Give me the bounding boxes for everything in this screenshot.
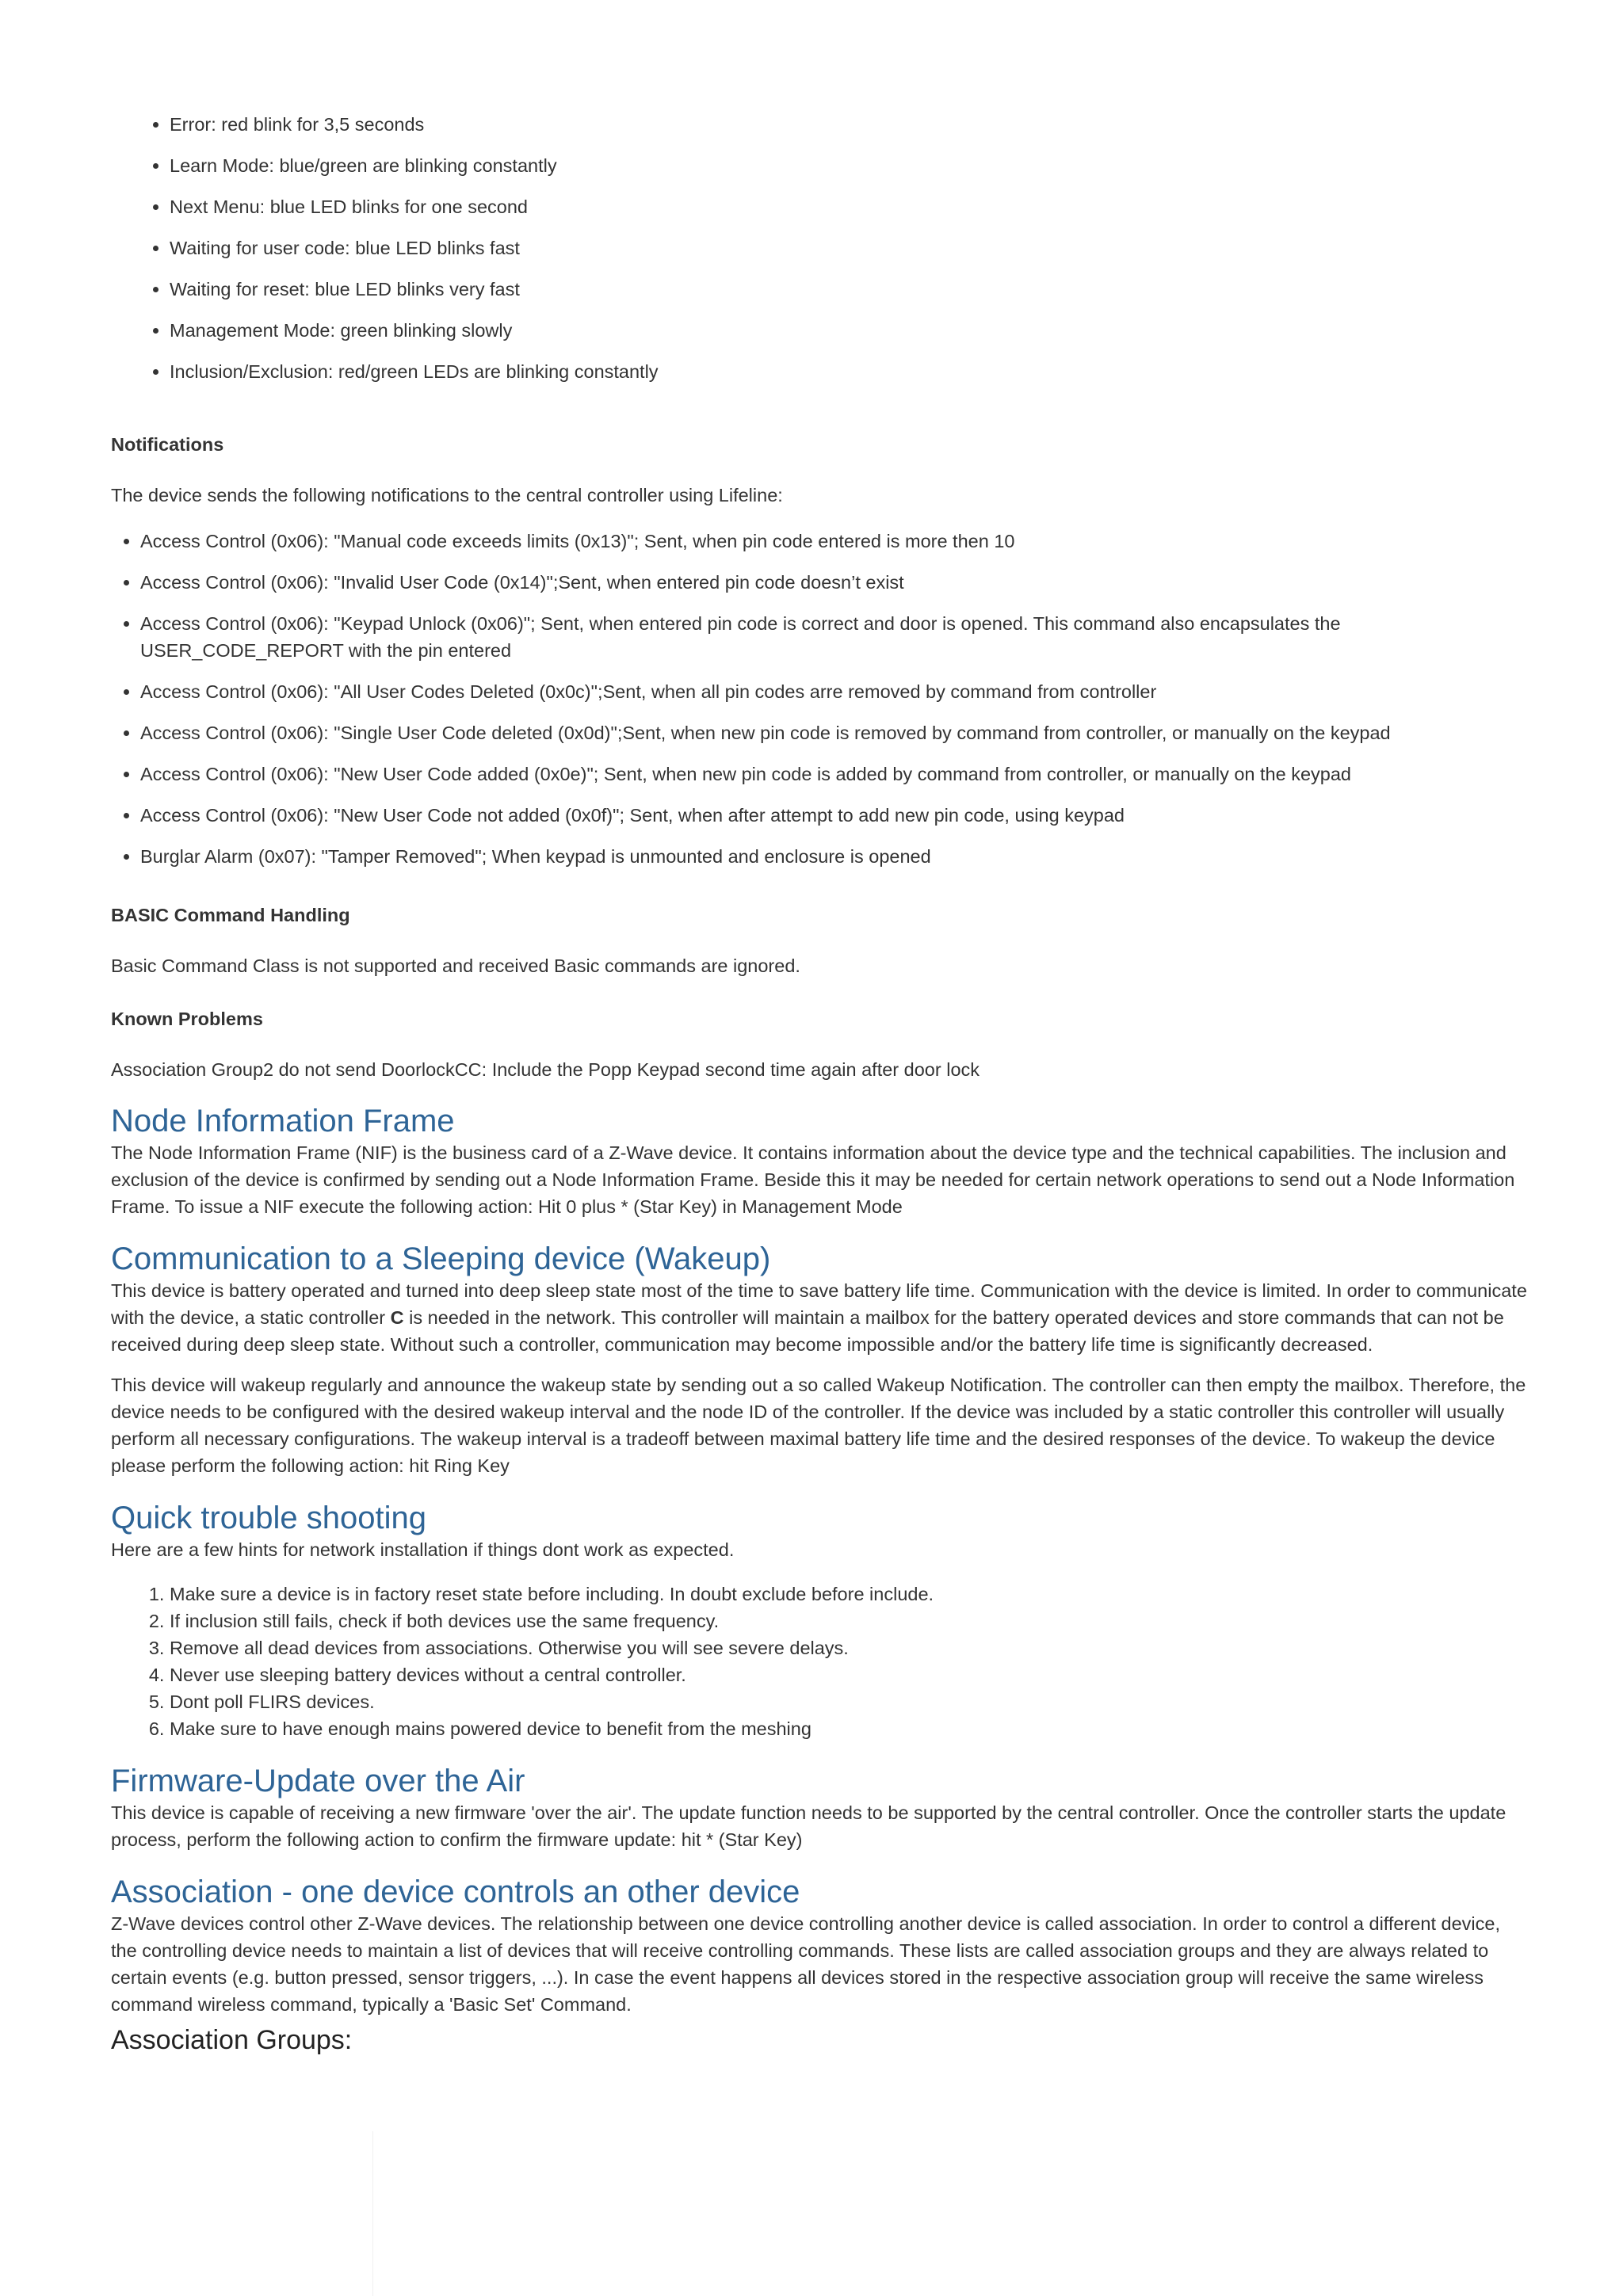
list-item: • Learn Mode: blue/green are blinking constantly <box>170 152 1529 179</box>
basic-heading: BASIC Command Handling <box>111 905 350 925</box>
list-item: • Waiting for user code: blue LED blinks fast <box>170 235 1529 261</box>
notifications-heading: Notifications <box>111 434 224 455</box>
list-item: • Management Mode: green blinking slowly <box>170 317 1529 344</box>
list-item: • Access Control (0x06): "New User Code not added (0x0f)"; Sent, when after attempt to add new pin code, using keypad <box>140 802 1529 829</box>
nif-text: The Node Information Frame (NIF) is the business card of a Z-Wave device. It contains information about the device type and the technical capabilities. The inclusion and exclusion of the device is confirmed by sending out a Node Information Frame. Beside this it may be needed for certain network operations to send out a Node Information Frame. To issue a NIF execute the following action: Hit 0 plus * (Star Key) in Management Mode <box>111 1142 1515 1217</box>
firmware-title: Firmware-Update over the Air <box>111 1764 525 1798</box>
known-problems-text: Association Group2 do not send DoorlockCC: Include the Popp Keypad second time again after door lock <box>111 1059 980 1080</box>
wakeup-p1-bold: C <box>390 1307 404 1328</box>
list-item: 1. Make sure a device is in factory reset state before including. In doubt exclude before include. <box>170 1581 1529 1608</box>
list-item: • Access Control (0x06): "All User Codes Deleted (0x0c)";Sent, when all pin codes arre removed by command from controller <box>140 678 1529 705</box>
list-item: • Access Control (0x06): "Keypad Unlock (0x06)"; Sent, when entered pin code is correct and door is opened. This command also encapsulates the USER_CODE_REPORT with the pin entered <box>140 610 1529 664</box>
trouble-hint-list <box>170 1581 1529 1742</box>
wakeup-p1-start: This device is battery operated and turned into deep sleep state most of the time to save battery life time. Communication with the device is limited. In order to communicate with the device, a static controller <box>111 1280 1527 1328</box>
list-item: 3. Remove all dead devices from associations. Otherwise you will see severe delays. <box>170 1634 1529 1661</box>
list-item: • Access Control (0x06): "Single User Code deleted (0x0d)";Sent, when new pin code is removed by command from controller, or manually on the keypad <box>140 719 1529 746</box>
document-content <box>111 111 1529 2056</box>
faint-divider <box>372 2131 373 2296</box>
known-problems-heading: Known Problems <box>111 1009 263 1029</box>
trouble-intro: Here are a few hints for network installation if things dont work as expected. <box>111 1539 735 1560</box>
wakeup-paragraph-1 <box>111 1277 1529 1358</box>
list-item: • Burglar Alarm (0x07): "Tamper Removed"; When keypad is unmounted and enclosure is opened <box>140 843 1529 870</box>
list-item: 6. Make sure to have enough mains powered device to benefit from the meshing <box>170 1715 1529 1742</box>
wakeup-paragraph-2: This device will wakeup regularly and announce the wakeup state by sending out a so called Wakeup Notification. The controller can then empty the mailbox. Therefore, the device needs to be configured with the desired wakeup interval and the node ID of the controller. If the device was included by a static controller this controller will usually perform all necessary configurations. The wakeup interval is a tradeoff between maximal battery life time and the desired responses of the device. To wakeup the device please perform the following action: hit Ring Key <box>111 1375 1526 1476</box>
wakeup-title: Communication to a Sleeping device (Wakeup) <box>111 1241 771 1276</box>
basic-text: Basic Command Class is not supported and received Basic commands are ignored. <box>111 955 800 976</box>
list-item: 2. If inclusion still fails, check if both devices use the same frequency. <box>170 1608 1529 1634</box>
list-item: 5. Dont poll FLIRS devices. <box>170 1688 1529 1715</box>
wakeup-p1-end: is needed in the network. This controller will maintain a mailbox for the battery operated devices and store commands that can not be received during deep sleep state. Without such a controller, communication may become impossible and/or the battery life time is significantly decreased. <box>111 1307 1504 1355</box>
nif-title: Node Information Frame <box>111 1104 455 1138</box>
association-title: Association - one device controls an other device <box>111 1875 800 1909</box>
led-state-list <box>170 111 1529 385</box>
notifications-list <box>140 528 1529 870</box>
list-item: • Waiting for reset: blue LED blinks very fast <box>170 276 1529 303</box>
list-item: • Error: red blink for 3,5 seconds <box>170 111 1529 138</box>
association-groups-heading: Association Groups: <box>111 2025 353 2055</box>
list-item: • Inclusion/Exclusion: red/green LEDs are blinking constantly <box>170 358 1529 385</box>
association-text: Z-Wave devices control other Z-Wave devices. The relationship between one device controlling another device is called association. In order to control a different device, the controlling device needs to maintain a list of devices that will receive controlling commands. These lists are called association groups and they are always related to certain events (e.g. button pressed, sensor triggers, ...). In case the event happens all devices stored in the respective association group will receive the same wireless command wireless command, typically a 'Basic Set' Command. <box>111 1913 1500 2015</box>
list-item: • Next Menu: blue LED blinks for one second <box>170 193 1529 220</box>
list-item: • Access Control (0x06): "Manual code exceeds limits (0x13)"; Sent, when pin code entered is more then 10 <box>140 528 1529 555</box>
trouble-title: Quick trouble shooting <box>111 1501 427 1535</box>
list-item: 4. Never use sleeping battery devices without a central controller. <box>170 1661 1529 1688</box>
list-item: • Access Control (0x06): "New User Code added (0x0e)"; Sent, when new pin code is added by command from controller, or manually on the keypad <box>140 761 1529 788</box>
notifications-intro: The device sends the following notifications to the central controller using Lifeline: <box>111 485 783 505</box>
firmware-text: This device is capable of receiving a new firmware 'over the air'. The update function needs to be supported by the central controller. Once the controller starts the update process, perform the following action to confirm the firmware update: hit * (Star Key) <box>111 1802 1507 1850</box>
list-item: • Access Control (0x06): "Invalid User Code (0x14)";Sent, when entered pin code doesn’t exist <box>140 569 1529 596</box>
